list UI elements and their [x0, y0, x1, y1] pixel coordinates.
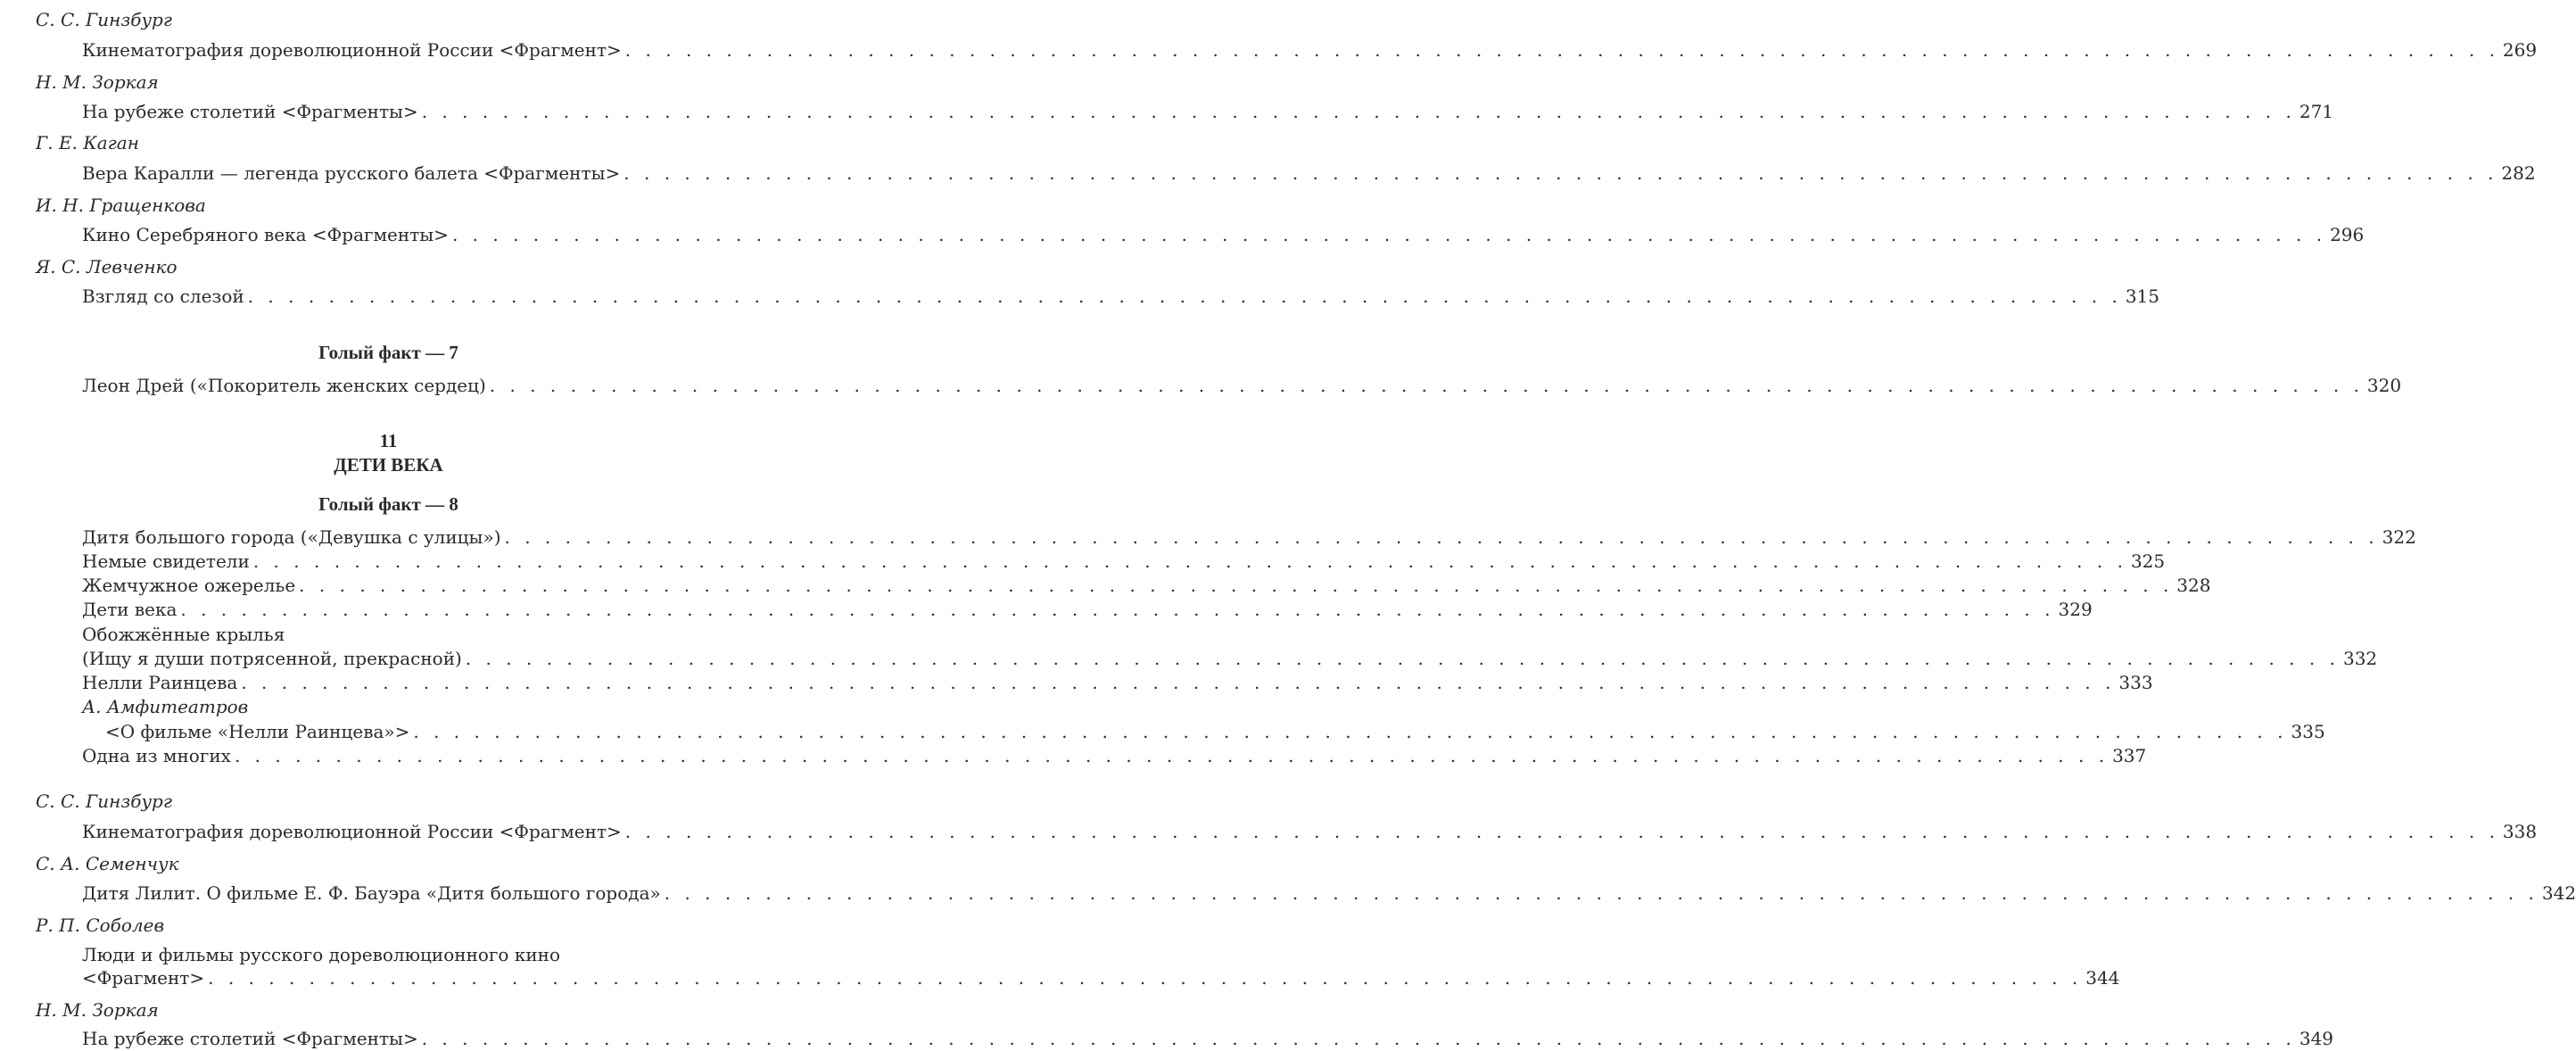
entry-title: Кино Серебряного века <Фрагменты>	[82, 224, 449, 245]
page-number: 328	[2176, 575, 2211, 596]
section-title: ДЕТИ ВЕКА	[334, 454, 443, 476]
section-subheading: Голый факт — 8	[318, 493, 458, 515]
page-number: 349	[2299, 1028, 2334, 1049]
entry-title: Кинематография дореволюционной России <Фрагмент>	[82, 39, 622, 61]
toc-entry[interactable]	[0, 286, 2160, 307]
leader-dots	[299, 575, 2173, 596]
leader-dots	[466, 648, 2340, 669]
page-number: 332	[2342, 648, 2378, 669]
author-name: Н. М. Зоркая	[36, 71, 159, 93]
leader-dots	[241, 672, 2115, 693]
page-number: 296	[2330, 224, 2365, 245]
toc-entry[interactable]	[0, 550, 2166, 572]
page-number: 335	[2291, 721, 2325, 742]
toc-entry[interactable]	[0, 526, 2416, 548]
leader-dots	[208, 967, 2082, 989]
page-number: 315	[2125, 286, 2160, 307]
page-number: 322	[2382, 526, 2416, 548]
page-number: 329	[2058, 599, 2093, 620]
page-number: 271	[2299, 101, 2334, 122]
entry-title: Жемчужное ожерелье	[82, 575, 296, 596]
toc-entry[interactable]	[0, 375, 2402, 396]
author-name: И. Н. Гращенкова	[36, 194, 206, 216]
leader-dots	[422, 101, 2296, 122]
author-name: С. С. Гинзбург	[36, 9, 172, 30]
entry-title: Дети века	[82, 599, 178, 620]
leader-dots	[248, 286, 2122, 307]
toc-entry[interactable]	[0, 162, 2536, 184]
toc-entry[interactable]	[0, 721, 2325, 742]
page-number: 269	[2502, 39, 2538, 61]
page-number: 320	[2366, 375, 2402, 396]
entry-title: Взгляд со слезой	[82, 286, 244, 307]
section-number: 11	[379, 430, 398, 451]
entry-title-line: Обожжённые крылья	[82, 624, 285, 645]
page-number: 333	[2118, 672, 2153, 693]
toc-entry[interactable]	[0, 967, 2120, 989]
entry-title: <Фрагмент>	[82, 967, 205, 989]
leader-dots	[253, 550, 2127, 572]
entry-title: На рубеже столетий <Фрагменты>	[82, 101, 418, 122]
leader-dots	[452, 224, 2326, 245]
toc-entry[interactable]	[0, 672, 2153, 693]
leader-dots	[625, 821, 2499, 842]
entry-title: Леон Дрей («Покоритель женских сердец)	[82, 375, 486, 396]
page-number: 282	[2501, 162, 2536, 184]
toc-entry[interactable]	[0, 39, 2538, 61]
entry-title: Нелли Раинцева	[82, 672, 238, 693]
toc-entry[interactable]	[0, 101, 2334, 122]
leader-dots	[490, 375, 2364, 396]
toc-entry[interactable]	[0, 575, 2211, 596]
leader-dots	[665, 882, 2539, 904]
author-name: С. С. Гинзбург	[36, 790, 172, 812]
toc-entry[interactable]	[0, 821, 2538, 842]
page-number: 325	[2130, 550, 2166, 572]
entry-title: Дитя большого города («Девушка с улицы»)	[82, 526, 501, 548]
toc-entry[interactable]	[0, 648, 2378, 669]
entry-title: (Ищу я души потрясенной, прекрасной)	[82, 648, 462, 669]
page-number: 337	[2112, 745, 2147, 766]
entry-title: Дитя Лилит. О фильме Е. Ф. Бауэра «Дитя большого города»	[82, 882, 661, 904]
toc-entry[interactable]	[0, 882, 2576, 904]
toc-entry[interactable]	[0, 224, 2365, 245]
page-number: 338	[2502, 821, 2538, 842]
entry-title: Вера Каралли — легенда русского балета <Фрагменты>	[82, 162, 621, 184]
leader-dots	[623, 162, 2498, 184]
entry-title: На рубеже столетий <Фрагменты>	[82, 1028, 418, 1049]
entry-title: Одна из многих	[82, 745, 231, 766]
entry-title: <О фильме «Нелли Раинцева»>	[105, 721, 410, 742]
entry-title: Немые свидетели	[82, 550, 250, 572]
leader-dots	[505, 526, 2379, 548]
entry-title-line: Люди и фильмы русского дореволюционного кино	[82, 944, 561, 965]
author-name: А. Амфитеатров	[82, 696, 249, 717]
author-name: С. А. Семенчук	[36, 853, 179, 874]
page-number: 342	[2541, 882, 2576, 904]
page-number: 344	[2085, 967, 2120, 989]
toc-entry[interactable]	[0, 599, 2093, 620]
entry-title: Кинематография дореволюционной России <Фрагмент>	[82, 821, 622, 842]
section-subheading: Голый факт — 7	[318, 342, 458, 363]
leader-dots	[180, 599, 2054, 620]
author-name: Г. Е. Каган	[36, 132, 139, 153]
author-name: Р. П. Соболев	[36, 914, 165, 936]
toc-entry[interactable]	[0, 1028, 2334, 1049]
toc-entry[interactable]	[0, 745, 2147, 766]
author-name: Н. М. Зоркая	[36, 999, 159, 1021]
leader-dots	[413, 721, 2287, 742]
leader-dots	[235, 745, 2109, 766]
leader-dots	[422, 1028, 2296, 1049]
author-name: Я. С. Левченко	[36, 256, 178, 277]
leader-dots	[625, 39, 2499, 61]
